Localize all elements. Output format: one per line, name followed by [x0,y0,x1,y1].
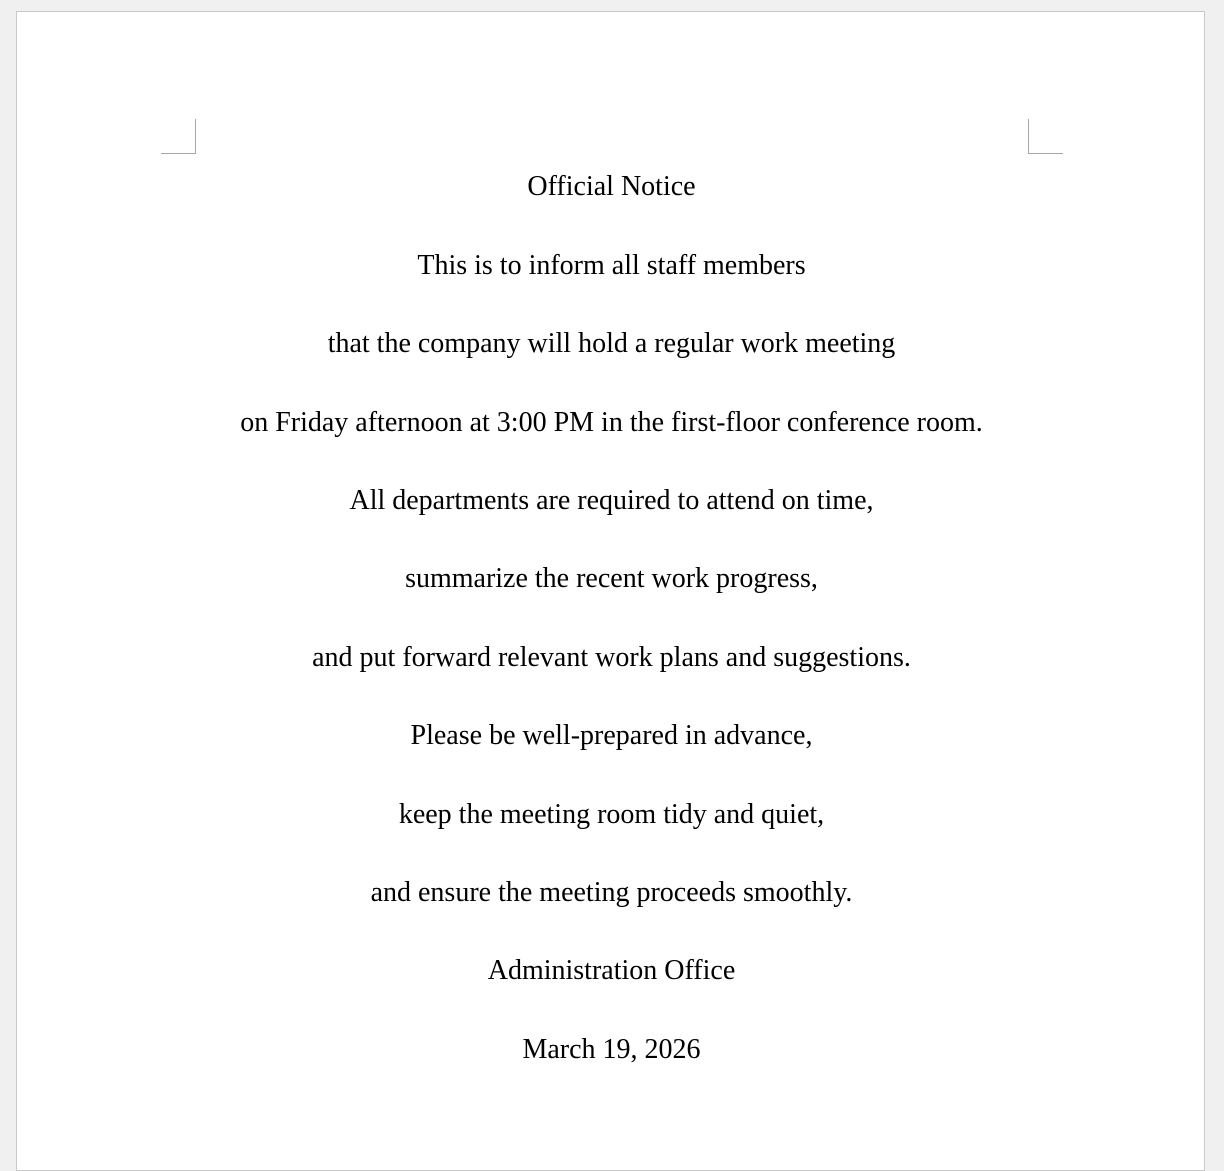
body-line: on Friday afternoon at 3:00 PM in the first-floor conference room. [240,407,983,438]
body-line: and ensure the meeting proceeds smoothly. [370,877,853,908]
document-date: March 19, 2026 [522,1034,701,1065]
signature: Administration Office [487,955,736,986]
document-page[interactable] [16,11,1205,1171]
margin-corner-mark-top-left [161,119,196,154]
document-title: Official Notice [527,171,696,202]
body-line: and put forward relevant work plans and suggestions. [312,642,911,673]
margin-corner-mark-top-right [1028,119,1063,154]
body-line: summarize the recent work progress, [405,563,818,594]
body-line: keep the meeting room tidy and quiet, [398,799,825,830]
body-line: Please be well-prepared in advance, [410,720,813,751]
body-line: that the company will hold a regular work meeting [327,328,896,359]
body-line: All departments are required to attend on time, [349,485,874,516]
body-line: This is to inform all staff members [417,250,806,281]
